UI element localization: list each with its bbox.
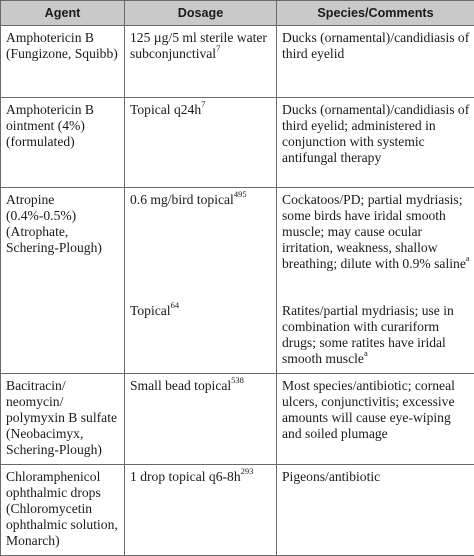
dosage-reference: 538	[231, 375, 244, 385]
dosage-cell: 0.6 mg/bird topical$^{495}$	[125, 188, 277, 299]
dosage-reference: 7	[216, 43, 220, 53]
species-footnote: a	[364, 348, 368, 358]
header-species: Species/Comments	[277, 1, 474, 26]
species-cell: Ducks (ornamental)/candidiasis of third eyelid; administered in conjunction with systemic antifungal therapy	[277, 98, 474, 188]
dosage-reference: 64	[171, 300, 180, 310]
agent-cell: Amphotericin B ointment (4%) (formulated)	[1, 98, 125, 188]
dosage-reference: 495	[234, 189, 247, 199]
table-row	[1, 26, 474, 98]
agent-cell: Chloramphenicol ophthalmic drops (Chloromycetin ophthalmic solution, Monarch)	[1, 464, 125, 555]
species-footnote: a	[466, 253, 470, 263]
header-agent: Agent	[1, 1, 125, 26]
agent-cell: Atropine (0.4%-0.5%) (Atrophate, Schering-Plough)	[1, 188, 125, 374]
table-row	[1, 373, 474, 464]
dosage-cell: Topical $q24h^7$	[125, 98, 277, 188]
dosage-cell: Small bead topical$^{538}$	[125, 373, 277, 464]
species-cell: Ratites/partial mydriasis; use in combination with curariform drugs; some ratites have iridal smooth muscle$^a$	[277, 299, 474, 374]
table-row	[1, 464, 474, 555]
table-row	[1, 188, 474, 299]
species-cell: Pigeons/antibiotic	[277, 464, 474, 555]
agent-cell: Amphotericin B (Fungizone, Squibb)	[1, 26, 125, 98]
dosage-reference: 293	[241, 466, 254, 476]
species-cell: Ducks (ornamental)/candidiasis of third eyelid	[277, 26, 474, 98]
header-dosage: Dosage	[125, 1, 277, 26]
dosage-reference: 7	[201, 99, 205, 109]
agent-cell: Bacitracin/ neomycin/ polymyxin B sulfate (Neobacimyx, Schering-Plough)	[1, 373, 125, 464]
dosage-cell: 1 drop topical $q6-8h^{293}$	[125, 464, 277, 555]
table-row	[1, 98, 474, 188]
dosage-cell: Topical$^{64}$	[125, 299, 277, 374]
species-cell: Most species/antibiotic; corneal ulcers, conjunctivitis; excessive amounts will cause eye-wiping and soiled plumage	[277, 373, 474, 464]
species-cell: Cockatoos/PD; partial mydriasis; some birds have iridal smooth muscle; may cause ocular irritation, weakness, shallow breathing; dilute with 0.9% saline$^a$	[277, 188, 474, 299]
dosage-cell: 125 µg/5 ml sterile water subconjunctival$^7$	[125, 26, 277, 98]
table-header	[1, 1, 474, 26]
